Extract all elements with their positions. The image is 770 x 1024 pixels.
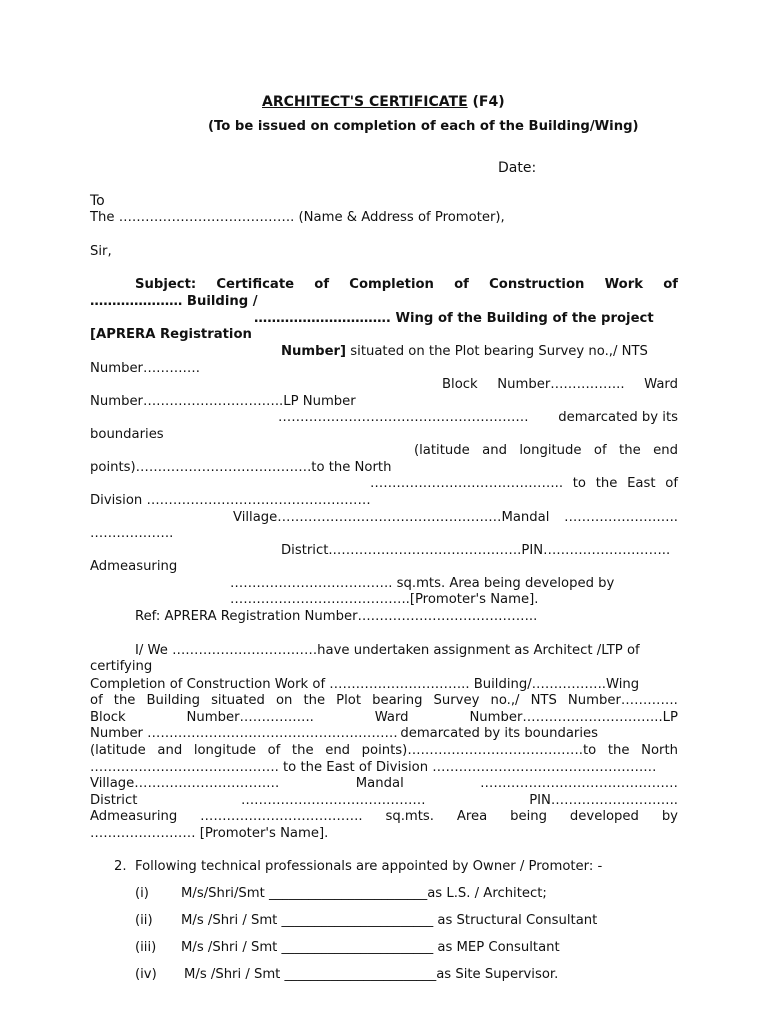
word: Completion [349,277,434,292]
word: the [303,693,326,708]
word: Number…………….. [186,710,314,725]
word: Work [604,277,643,292]
word: North [641,743,678,758]
subject-line-6: Number…………. [90,361,200,376]
word: (latitude [90,743,146,758]
word: Block [90,710,126,725]
para-line-7 [90,743,678,759]
subject-line-16: ………………. [90,526,174,541]
word: Village…………………………… [90,776,280,791]
word: Block [442,377,478,392]
word: of [665,476,678,491]
subject-line-3: …………………………. Wing of the Building of the project [254,311,654,326]
subject-line-19: ………………………………. sq.mts. Area being developed by [230,576,615,591]
list-item-number: (iv) [135,967,157,982]
list-intro-text: Following technical professionals are appointed by Owner / Promoter: - [135,859,603,874]
word: Area [456,809,488,824]
subject-line-17: District.…………………………………….PIN……………………….. [281,543,671,558]
subject-line-9 [278,410,678,426]
word: end [653,443,678,458]
word: …………………………………….. [370,476,564,491]
word: Admeasuring [90,809,178,824]
word: the [595,476,618,491]
word: ………………………………. [200,809,363,824]
word: developed [569,809,639,824]
word: Village……………………………………………Mandal [233,510,550,525]
word: (latitude [414,443,470,458]
word: longitude [193,743,256,758]
word: ……………………………………… [480,776,678,791]
word: longitude [519,443,582,458]
word: Completion of Construction Work of ………………………….. Building/……………..Wing [90,677,640,692]
word: of [267,743,281,758]
word: of [314,277,330,292]
para-line-12: …………………… [Promoter's Name]. [90,826,329,841]
word: the [619,443,641,458]
subject-line-7 [442,377,678,393]
word: by [661,809,678,824]
word: on [275,693,293,708]
list-intro-number: 2. [114,859,127,874]
word: end [325,743,351,758]
word: no.,/ [490,693,520,708]
word: NTS [530,693,557,708]
subject-line-11 [414,443,678,459]
list-item-number: (iii) [135,940,157,955]
word: Number ………………………………………………… [90,726,398,741]
word: the [291,743,314,758]
word: of [90,693,103,708]
word: East [627,476,656,491]
word: the [607,743,630,758]
subject-line-14: Division …………………………………………… [90,493,371,508]
word: …………………………………… [240,793,426,808]
word: the [113,693,136,708]
word: Subject: [135,277,197,292]
word: …………………….. [564,510,678,525]
subject-line-8: Number…………………………..LP Number [90,394,356,409]
word: being [510,809,548,824]
word: Ward [644,377,678,392]
subject-line-1 [135,277,678,293]
word: District [90,793,138,808]
list-item-supervisor: M/s /Shri / Smt _______________________as Site Supervisor. [184,967,559,982]
para-line-9 [90,776,678,792]
para-line-11 [90,809,678,825]
subject-line-18: Admeasuring [90,559,178,574]
para-line-6 [90,726,598,742]
word: Mandal [355,776,404,791]
subject-line-13 [370,476,678,492]
subject-line-4: [APRERA Registration [90,327,252,342]
certificate-title [262,94,505,110]
word: demarcated by its boundaries [400,726,598,741]
word: sq.mts. [385,809,434,824]
address-to: To [90,193,105,209]
para-line-2: certifying [90,659,153,674]
list-item-number: (ii) [135,913,153,928]
word: PIN……………………….. [529,793,678,808]
word: Construction [489,277,585,292]
word: Certificate [216,277,295,292]
word: Building [146,693,200,708]
date-label: Date: [498,160,537,176]
salutation: Sir, [90,244,112,259]
word: demarcated by its [558,410,678,425]
reference-line: Ref: APRERA Registration Number………………………………….. [135,609,538,624]
word: Number…………………………..LP [469,710,678,725]
survey-text: situated on the Plot bearing Survey no.,/ NTS [346,344,648,359]
word: bearing [372,693,423,708]
subject-line-2: ………………… Building / [90,294,258,309]
list-item-mep: M/s /Shri / Smt _______________________ as MEP Consultant [181,940,560,955]
list-item-number: (i) [135,886,149,901]
word: of [663,277,678,292]
word: Plot [336,693,362,708]
word: Survey [433,693,480,708]
list-item-architect: M/s/Shri/Smt ________________________as L.S. / Architect; [181,886,547,901]
word: ……………………………………. to the East of Division …………………………………………… [90,760,657,775]
word: I/ We ……………………………have undertaken assignment as Architect /LTP of [135,643,640,658]
list-item-structural: M/s /Shri / Smt _______________________ as Structural Consultant [181,913,598,928]
form-number: (F4) [467,94,505,110]
subject-line-15 [233,510,678,526]
certificate-subtitle: (To be issued on completion of each of the Building/Wing) [208,119,639,134]
word: of [593,443,607,458]
subject-line-12: points)………………………………….to the North [90,460,392,475]
word: of [454,277,469,292]
para-line-1 [135,643,678,659]
word: ………………………………………………… [278,410,529,425]
address-promoter: The …………………………………. (Name & Address of Promoter), [90,210,505,225]
para-line-3 [90,677,678,693]
subject-line-5 [281,344,648,360]
title-main: ARCHITECT'S CERTIFICATE [262,94,468,110]
number-label: Number] [281,344,347,359]
word: Ward [374,710,409,725]
word: situated [211,693,265,708]
word: Number…………. [567,693,678,708]
para-line-10 [90,793,678,809]
subject-line-20: …………………………………..[Promoter's Name]. [230,592,539,607]
para-line-8 [90,760,678,776]
para-line-4 [90,693,678,709]
para-line-5 [90,710,678,726]
word: and [482,443,507,458]
word: points)………………………………….to [361,743,597,758]
word: and [157,743,183,758]
word: to [572,476,586,491]
subject-line-10: boundaries [90,427,164,442]
word: Number…………….. [497,377,625,392]
